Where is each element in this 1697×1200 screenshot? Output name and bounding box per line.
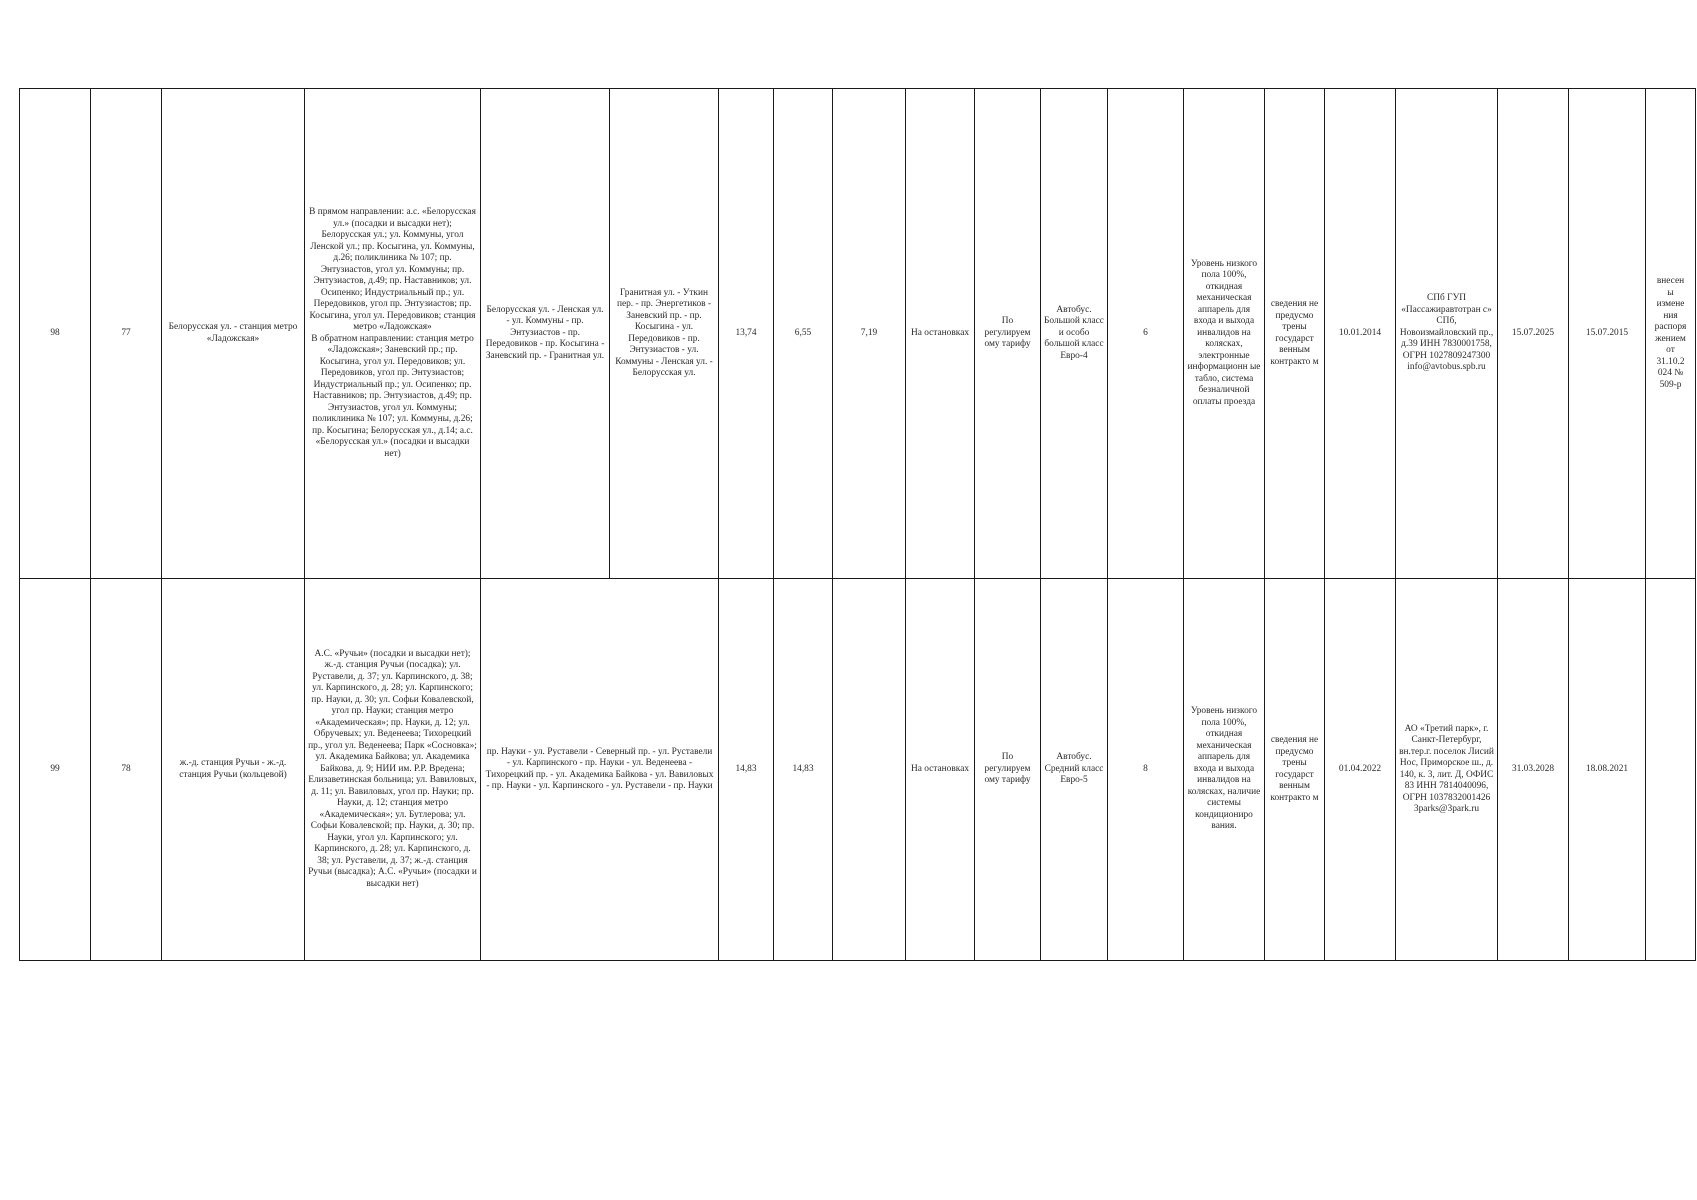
carrier-cell: СПб ГУП «Пассажиравтотран с» СПб, Новоизмайловский пр., д.39 ИНН 7830001758, ОГРН 1027809247300 info@avtobus.spb.ru: [1396, 89, 1498, 579]
stop-order-cell: На остановках: [906, 89, 975, 579]
note-cell: внесен ы измене ния распоря жением от 31.10.2 024 № 509-р: [1646, 89, 1696, 579]
length-extra-cell: [833, 579, 906, 961]
tariff-cell: По регулируем ому тарифу: [975, 89, 1041, 579]
contract-cell: сведения не предусмо трены государст венным контракто м: [1265, 579, 1325, 961]
length-back-cell: 6,55: [774, 89, 833, 579]
length-back-cell: 14,83: [774, 579, 833, 961]
table-row: [20, 89, 1696, 579]
date-a-cell: 31.03.2028: [1498, 579, 1569, 961]
route-name-cell: ж.-д. станция Ручьи - ж.-д. станция Ручьи (кольцевой): [162, 579, 305, 961]
stop-order-cell: На остановках: [906, 579, 975, 961]
vehicle-count-cell: 6: [1108, 89, 1184, 579]
vehicle-features-cell: Уровень низкого пола 100%, откидная механическая аппарель для входа и выхода инвалидов на колясках, электронные информационн ые табло, система безналичной оплаты проезда: [1184, 89, 1265, 579]
streets-cell: пр. Науки - ул. Руставели - Северный пр. - ул. Руставели - ул. Карпинского - пр. Науки - ул. Веденеева - Тихорецкий пр. - ул. Академика Байкова - ул. Вавиловых - пр. Науки - ул. Карпинского - ул. Руставели - пр. Науки: [481, 579, 719, 961]
vehicle-class-cell: Автобус. Средний класс Евро-5: [1041, 579, 1108, 961]
table-row: [20, 579, 1696, 961]
date-a-cell: 15.07.2025: [1498, 89, 1569, 579]
length-extra-cell: 7,19: [833, 89, 906, 579]
tariff-cell: По регулируем ому тарифу: [975, 579, 1041, 961]
row-number-cell: 99: [20, 579, 91, 961]
route-number-cell: 77: [91, 89, 162, 579]
route-registry-table: [19, 88, 1696, 961]
note-cell: [1646, 579, 1696, 961]
route-number-cell: 78: [91, 579, 162, 961]
date-b-cell: 18.08.2021: [1569, 579, 1646, 961]
route-name-cell: Белорусская ул. - станция метро «Ладожская»: [162, 89, 305, 579]
vehicle-features-cell: Уровень низкого пола 100%, откидная механическая аппарель для входа и выхода инвалидов на колясках, наличие системы кондициониро вания.: [1184, 579, 1265, 961]
row-number-cell: 98: [20, 89, 91, 579]
length-forward-cell: 13,74: [719, 89, 774, 579]
streets-forward-cell: Белорусская ул. - Ленская ул. - ул. Коммуны - пр. Энтузиастов - пр. Передовиков - пр. Косыгина - Заневский пр. - Гранитная ул.: [481, 89, 610, 579]
stops-cell: В прямом направлении: а.с. «Белорусская ул.» (посадки и высадки нет); Белорусская ул.; ул. Коммуны, угол Ленской ул.; пр. Косыгина, ул. Коммуны, д.26; поликлиника № 107; пр. Энтузиастов, угол ул. Коммуны; пр. Энтузиастов, д.49; пр. Наставников; ул. Осипенко; Индустриальный пр.; ул. Передовиков, угол пр. Энтузиастов; пр. Косыгина, угол ул. Передовиков; станция метро «Ладожская» В обратном направлении: станция метро «Ладожская»; Заневский пр.; пр. Косыгина, угол ул. Передовиков; ул. Передовиков, угол пр. Энтузиастов; Индустриальный пр.; ул. Осипенко; пр. Наставников; пр. Энтузиастов, д.49; пр. Энтузиастов, угол ул. Коммуны; поликлиника № 107; ул. Коммуны, д.26; пр. Косыгина; Белорусская ул., д.14; а.с. «Белорусская ул.» (посадки и высадки нет): [305, 89, 481, 579]
vehicle-count-cell: 8: [1108, 579, 1184, 961]
contract-cell: сведения не предусмо трены государст венным контракто м: [1265, 89, 1325, 579]
start-date-cell: 01.04.2022: [1325, 579, 1396, 961]
streets-back-cell: Гранитная ул. - Уткин пер. - пр. Энергетиков - Заневский пр. - пр. Косыгина - ул. Передовиков - пр. Энтузиастов - ул. Коммуны - Ленская ул. - Белорусская ул.: [610, 89, 719, 579]
length-forward-cell: 14,83: [719, 579, 774, 961]
carrier-cell: АО «Третий парк», г. Санкт-Петербург, вн.тер.г. поселок Лисий Нос, Приморское ш., д. 140, к. 3, лит. Д, ОФИС 83 ИНН 7814040096, ОГРН 1037832001426 3parks@3park.ru: [1396, 579, 1498, 961]
date-b-cell: 15.07.2015: [1569, 89, 1646, 579]
start-date-cell: 10.01.2014: [1325, 89, 1396, 579]
stops-cell: А.С. «Ручьи» (посадки и высадки нет); ж.-д. станция Ручьи (посадка); ул. Руставели, д. 37; ул. Карпинского, д. 38; ул. Карпинского, д. 28; ул. Карпинского; пр. Науки, д. 30; ул. Софьи Ковалевской, угол пр. Науки; станция метро «Академическая»; пр. Науки, д. 12; ул. Обручевых; ул. Веденеева; Тихорецкий пр., угол ул. Веденеева; Парк «Сосновка»; ул. Академика Байкова; ул. Академика Байкова, д. 9; НИИ им. Р.Р. Вредена; Елизаветинская больница; ул. Вавиловых, д. 11; ул. Вавиловых, угол пр. Науки; пр. Науки, д. 12; станция метро «Академическая»; ул. Бутлерова; ул. Софьи Ковалевской; пр. Науки, д. 30; пр. Науки, угол ул. Карпинского; ул. Карпинского, д. 28; ул. Карпинского, д. 38; ул. Руставели, д. 37; ж.-д. станция Ручьи (высадка); А.С. «Ручьи» (посадки и высадки нет): [305, 579, 481, 961]
vehicle-class-cell: Автобус. Большой класс и особо большой класс Евро-4: [1041, 89, 1108, 579]
